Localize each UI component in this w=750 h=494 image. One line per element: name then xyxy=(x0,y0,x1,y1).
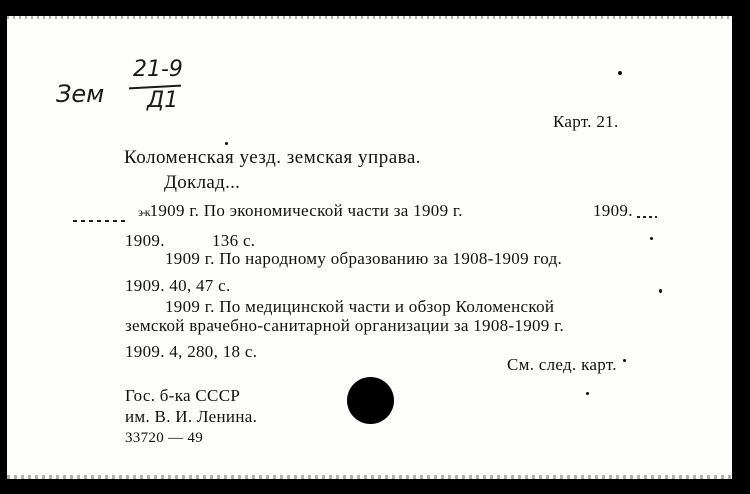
speck-dot xyxy=(225,142,228,145)
punch-hole xyxy=(347,377,394,424)
entry-line-1 xyxy=(138,201,463,221)
margin-dashes xyxy=(73,220,129,222)
library-line-1: Гос. б-ка СССР xyxy=(125,386,241,405)
handwritten-code: Зем xyxy=(56,80,105,108)
card-heading: Коломенская уезд. земская управа. xyxy=(124,147,422,168)
speck-dot xyxy=(623,359,626,362)
card-number: Карт. 21. xyxy=(553,112,619,131)
margin-mark: з-к xyxy=(138,205,150,219)
card-bottom-edge xyxy=(7,475,732,479)
entry-line-6: земской врачебно-санитарной организации за 1908-1909 г. xyxy=(125,316,565,335)
speck-dot xyxy=(659,289,662,293)
entry-line-5: 1909 г. По медицинской части и обзор Коломенской xyxy=(165,297,555,316)
speck-dot xyxy=(586,392,589,395)
entry-line-1-year: 1909. xyxy=(593,201,633,220)
speck-dot xyxy=(650,237,653,240)
handwritten-numerator: 21-9 xyxy=(133,57,183,82)
entry-line-2-pages: 136 с. xyxy=(212,231,256,250)
card-subheading: Доклад... xyxy=(164,172,241,193)
entry-line-7: 1909. 4, 280, 18 с. xyxy=(125,342,258,361)
entry-line-3: 1909 г. По народному образованию за 1908-1909 год. xyxy=(165,249,563,268)
library-line-2: им. В. И. Ленина. xyxy=(125,407,258,426)
card-top-edge xyxy=(7,16,732,19)
margin-dashes-right xyxy=(637,216,657,218)
handwritten-denominator: Д1 xyxy=(147,88,179,113)
see-next-card: См. след. карт. xyxy=(507,355,617,374)
catalog-card xyxy=(7,16,732,479)
entry-1-text: 1909 г. По экономической части за 1909 г. xyxy=(149,201,463,220)
entry-line-4: 1909. 40, 47 с. xyxy=(125,276,231,295)
entry-line-2-year: 1909. xyxy=(125,231,165,250)
library-line-3: 33720 — 49 xyxy=(125,430,203,446)
speck-dot xyxy=(618,71,622,75)
